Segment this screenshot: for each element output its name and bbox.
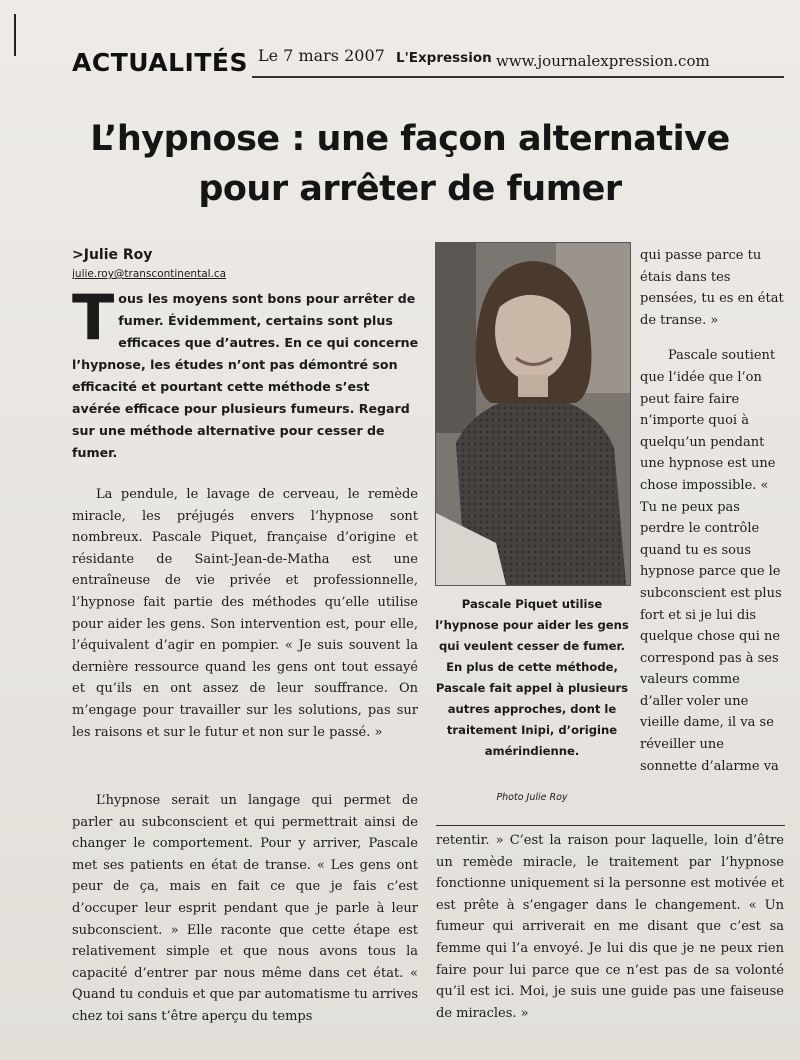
body-column-1-continued <box>72 790 418 1028</box>
author-email: julie.roy@transcontinental.ca <box>72 268 227 280</box>
portrait-illustration <box>436 243 630 585</box>
newspaper-url: www.journalexpression.com <box>496 52 710 70</box>
newspaper-name: L'Expression <box>396 50 492 66</box>
body-bottom-span: retentir. » C’est la raison pour laquelle, loin d’être un remède miracle, le traitement par l’hypnose fonctionne uniquement si la personne est motivée et est prête à s’engager dans le changement. « Un fumeur qui arriverait en me disant que c’est sa femme qui l’a envoyé. Je lui dis que je ne peux rien faire pour lui parce que ce n’est pas de sa volonté qu’il est ici. Moi, je suis une guide pas une faiseuse de miracles. » <box>436 833 784 1021</box>
drop-cap: T <box>72 281 115 354</box>
column-3-paragraph-2: Pascale soutient que l’idée que l’on peut faire faire n’importe quoi à quelqu’un pendant une hypnose est une chose impossible. « Tu ne peux pas perdre le contrôle quand tu es sous hypnose parce que le subconscient est plus fort et si je lui dis quelque chose qui ne correspond pas à ses valeurs comme d’aller voler une vieille dame, il va se réveiller une sonnette d’alarme va <box>640 348 782 774</box>
paragraph-gap <box>640 331 784 345</box>
photo-caption: Pascale Piquet utilise l’hypnose pour aider les gens qui veulent cesser de fumer. En plus de cette méthode, Pascale fait appel à plusieurs autres approches, dont le traitement Inipi, d’origine amérindienne. <box>435 597 629 758</box>
photo-credit: Photo Julie Roy <box>496 792 568 803</box>
body-column-3 <box>640 245 784 777</box>
section-label: ACTUALITÉS <box>72 48 248 77</box>
column-3-paragraph-1: qui passe parce tu étais dans tes pensées, tu es en état de transe. » <box>640 248 784 328</box>
author-byline: >Julie Roy <box>72 247 153 263</box>
body-paragraph-1: La pendule, le lavage de cerveau, le remède miracle, les préjugés envers l’hypnose sont nombreux. Pascale Piquet, française d’origine et résidante de Saint-Jean-de-Matha est une entraîneuse de vie privée et professionnelle, l’hypnose fait partie des méthodes qu’elle utilise pour aider les gens. Son intervention est, pour elle, l’équivalent d’agir en pompier. « Je suis souvent la dernière ressource quand les gens ont tout essayé et qu’ils en ont assez de leur souffrance. On m’engage pour travailler sur les solutions, pas sur les raisons et sur le futur et non sur le passé. » <box>72 487 418 740</box>
body-column-1 <box>72 484 418 743</box>
headline-line-1: L’hypnose : une façon alternative <box>90 119 730 159</box>
headline-line-2: pour arrêter de fumer <box>198 169 622 209</box>
portrait-photo <box>435 242 631 586</box>
body-paragraph-2: L’hypnose serait un langage qui permet de parler au subconscient et qui permettrait ainsi de changer le comportement. Pour y arriver, Pascale met ses patients en état de transe. « Les gens ont peur de ça, mais en fait ce que je fais c’est d’occuper leur esprit pendant que je parle à leur subconscient. » Elle raconte que cette étape est relativement simple et que nous avons tous la capacité d’entrer par nous même dans cet état. « Quand tu conduis et que par automatisme tu arrives chez toi sans t’être aperçu du temps <box>72 793 418 1024</box>
issue-date: Le 7 mars 2007 <box>258 46 385 65</box>
column-rule <box>436 825 785 826</box>
article-headline <box>60 114 760 214</box>
article-lead <box>72 281 420 464</box>
fold-mark <box>14 14 16 56</box>
header-rule <box>252 76 784 78</box>
lead-text: ous les moyens sont bons pour arrêter de fumer. Évidemment, certains sont plus efficaces que d’autres. En ce qui concerne l’hypnose, les études n’ont pas démontré son efficacité et pourtant cette méthode s’est avérée efficace pour plusieurs fumeurs. Regard sur une méthode alternative pour cesser de fumer. <box>72 291 419 460</box>
